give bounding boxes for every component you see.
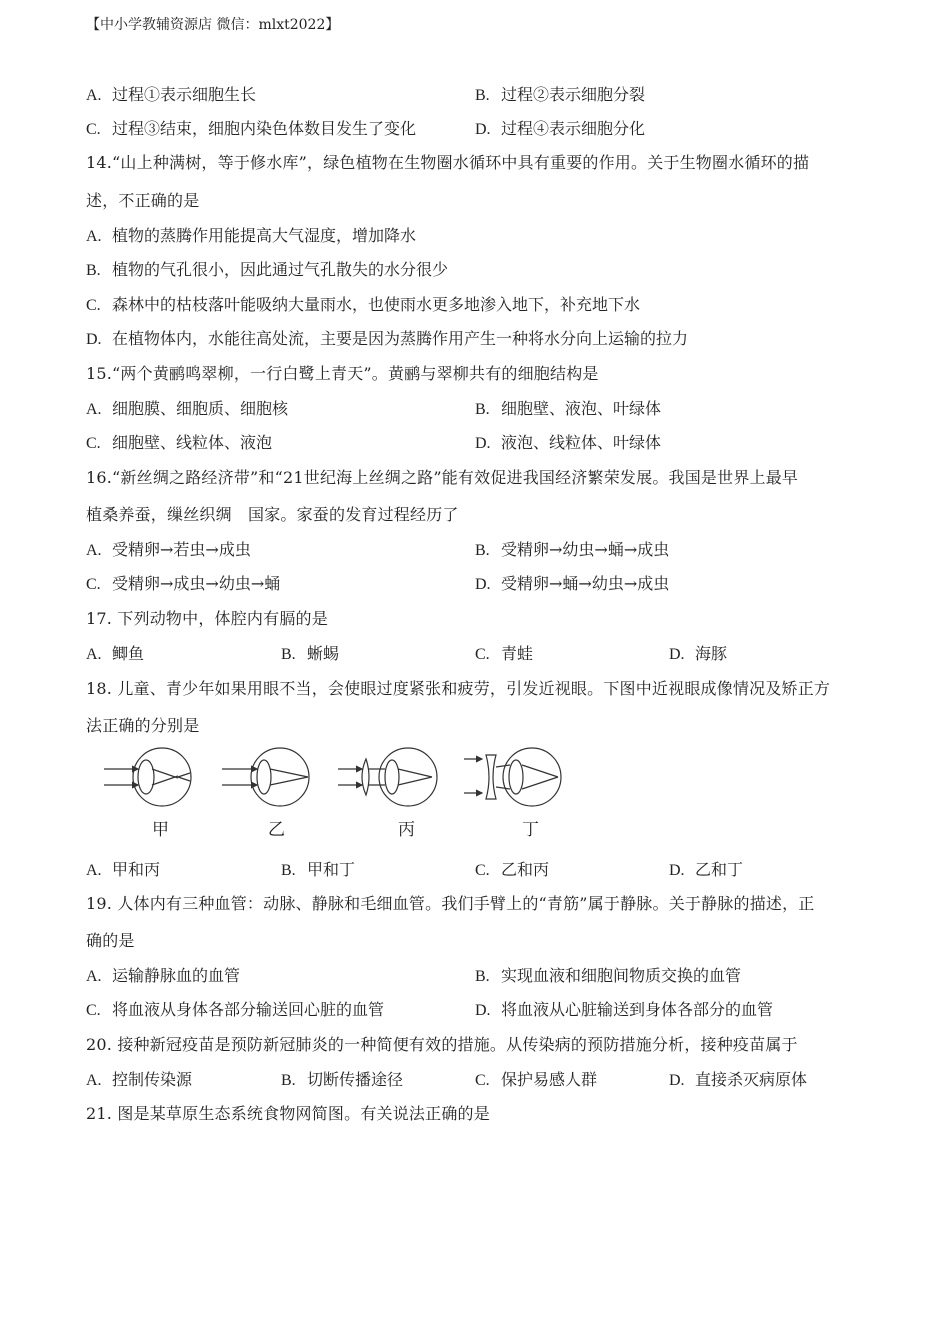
q14-option-a	[86, 223, 416, 246]
q17-stem: 17. 下列动物中，体腔内有膈的是	[86, 609, 328, 628]
eye-diagram-jia	[104, 748, 191, 806]
q14-stem-line2: 述，不正确的是	[86, 191, 200, 210]
q14-option-c	[86, 292, 640, 315]
option-text: 将血液从身体各部分输送回心脏的血管	[112, 1000, 385, 1019]
page-header: 【中小学教辅资源店 微信：mlxt2022】	[86, 17, 340, 33]
option-key: B.	[281, 862, 296, 879]
q20-stem: 20. 接种新冠疫苗是预防新冠肺炎的一种简便有效的措施。从传染病的预防措施分析，接种疫苗属于	[86, 1035, 798, 1054]
q17-option-b	[281, 641, 339, 664]
q14-option-b	[86, 257, 448, 280]
option-key: A.	[86, 1072, 102, 1089]
option-key: A.	[86, 862, 102, 879]
q15-option-a	[86, 396, 288, 419]
option-text: 实现血液和细胞间物质交换的血管	[501, 966, 742, 985]
option-key: A.	[86, 87, 102, 104]
option-text: 保护易感人群	[501, 1070, 598, 1089]
q20-option-d	[669, 1067, 807, 1090]
option-text: 乙和丙	[501, 860, 550, 879]
option-text: 鲫鱼	[112, 644, 145, 663]
q16-option-c	[86, 571, 280, 594]
option-text: 液泡、线粒体、叶绿体	[501, 433, 662, 452]
q19-option-a	[86, 963, 240, 986]
option-key: B.	[475, 87, 490, 104]
option-key: C.	[86, 576, 101, 593]
eye-diagram-yi	[222, 748, 309, 806]
option-key: D.	[475, 121, 491, 138]
option-text: 甲和丁	[307, 860, 356, 879]
q18-option-d	[669, 857, 743, 880]
q16-stem-line2: 植桑养蚕，缫丝织绸 国家。家蚕的发育过程经历了	[86, 505, 459, 524]
option-key: B.	[475, 968, 490, 985]
eye-diagram-ding	[464, 748, 561, 806]
q19-stem-line2: 确的是	[86, 931, 135, 950]
option-text: 受精卵→若虫→成虫	[112, 540, 251, 559]
option-text: 在植物体内，水能往高处流，主要是因为蒸腾作用产生一种将水分向上运输的拉力	[112, 329, 689, 348]
q13-option-c	[86, 116, 416, 139]
option-key: D.	[475, 576, 491, 593]
option-text: 细胞膜、细胞质、细胞核	[112, 399, 289, 418]
figure-label-yi: 乙	[268, 820, 285, 840]
q20-option-a	[86, 1067, 192, 1090]
option-text: 乙和丁	[695, 860, 744, 879]
option-key: D.	[475, 435, 491, 452]
q18-option-c	[475, 857, 549, 880]
option-key: A.	[86, 968, 102, 985]
q19-stem-line1: 19. 人体内有三种血管：动脉、静脉和毛细血管。我们手臂上的“青筋”属于静脉。关于静脉的描述，正	[86, 894, 815, 913]
q17-option-a	[86, 641, 144, 664]
option-text: 蜥蜴	[307, 644, 340, 663]
option-key: A.	[86, 228, 102, 245]
q16-option-b	[475, 537, 669, 560]
q18-option-a	[86, 857, 160, 880]
option-text: 植物的蒸腾作用能提高大气湿度，增加降水	[112, 226, 417, 245]
q19-option-d	[475, 997, 773, 1020]
q16-option-d	[475, 571, 669, 594]
q20-option-c	[475, 1067, 597, 1090]
option-text: 受精卵→成虫→幼虫→蛹	[112, 574, 281, 593]
option-key: C.	[86, 297, 101, 314]
q15-option-c	[86, 430, 272, 453]
option-key: B.	[281, 646, 296, 663]
q15-option-b	[475, 396, 661, 419]
q15-stem: 15.“两个黄鹂鸣翠柳，一行白鹭上青天”。黄鹂与翠柳共有的细胞结构是	[86, 364, 599, 383]
q13-option-d	[475, 116, 645, 139]
option-key: B.	[475, 542, 490, 559]
figure-label-ding: 丁	[522, 820, 539, 840]
option-key: D.	[669, 1072, 685, 1089]
option-key: C.	[475, 1072, 490, 1089]
option-text: 将血液从心脏输送到身体各部分的血管	[501, 1000, 774, 1019]
option-key: C.	[475, 646, 490, 663]
option-text: 运输静脉血的血管	[112, 966, 241, 985]
figure-label-jia: 甲	[152, 820, 169, 840]
option-key: A.	[86, 542, 102, 559]
q14-option-d	[86, 326, 688, 349]
option-key: C.	[86, 121, 101, 138]
option-text: 细胞壁、液泡、叶绿体	[501, 399, 662, 418]
eye-diagram-bing	[338, 748, 437, 806]
option-text: 过程②表示细胞分裂	[501, 85, 646, 104]
q17-option-d	[669, 641, 727, 664]
figure-label-bing: 丙	[398, 820, 415, 840]
q18-stem-line1: 18. 儿童、青少年如果用眼不当，会使眼过度紧张和疲劳，引发近视眼。下图中近视眼成像情况及矫正方	[86, 679, 831, 698]
q17-option-c	[475, 641, 533, 664]
q16-stem-line1: 16.“新丝绸之路经济带”和“21世纪海上丝绸之路”能有效促进我国经济繁荣发展。我国是世界上最早	[86, 468, 799, 487]
option-key: B.	[475, 401, 490, 418]
option-text: 森林中的枯枝落叶能吸纳大量雨水，也使雨水更多地渗入地下，补充地下水	[112, 295, 641, 314]
option-key: A.	[86, 401, 102, 418]
option-text: 植物的气孔很小，因此通过气孔散失的水分很少	[112, 260, 449, 279]
q21-stem: 21. 图是某草原生态系统食物网简图。有关说法正确的是	[86, 1104, 490, 1123]
option-text: 青蛙	[501, 644, 534, 663]
q16-option-a	[86, 537, 251, 560]
option-text: 直接杀灭病原体	[695, 1070, 808, 1089]
option-key: D.	[86, 331, 102, 348]
q18-stem-line2: 法正确的分别是	[86, 716, 200, 735]
q13-option-a	[86, 82, 256, 105]
option-text: 甲和丙	[112, 860, 161, 879]
option-key: B.	[281, 1072, 296, 1089]
option-text: 受精卵→蛹→幼虫→成虫	[501, 574, 670, 593]
q18-option-b	[281, 857, 355, 880]
option-text: 海豚	[695, 644, 728, 663]
option-text: 细胞壁、线粒体、液泡	[112, 433, 273, 452]
q15-option-d	[475, 430, 661, 453]
q20-option-b	[281, 1067, 403, 1090]
option-key: C.	[475, 862, 490, 879]
eye-diagram-figure	[100, 745, 580, 840]
q13-option-b	[475, 82, 645, 105]
option-text: 过程①表示细胞生长	[112, 85, 257, 104]
option-key: B.	[86, 262, 101, 279]
q14-stem-line1: 14.“山上种满树，等于修水库”，绿色植物在生物圈水循环中具有重要的作用。关于生物圈水循环的描	[86, 153, 810, 172]
option-key: D.	[669, 862, 685, 879]
option-text: 控制传染源	[112, 1070, 193, 1089]
option-key: C.	[86, 1002, 101, 1019]
q19-option-c	[86, 997, 384, 1020]
option-text: 切断传播途径	[307, 1070, 404, 1089]
option-text: 过程④表示细胞分化	[501, 119, 646, 138]
option-key: D.	[669, 646, 685, 663]
option-key: C.	[86, 435, 101, 452]
option-key: A.	[86, 646, 102, 663]
option-key: D.	[475, 1002, 491, 1019]
q19-option-b	[475, 963, 741, 986]
option-text: 受精卵→幼虫→蛹→成虫	[501, 540, 670, 559]
option-text: 过程③结束，细胞内染色体数目发生了变化	[112, 119, 417, 138]
